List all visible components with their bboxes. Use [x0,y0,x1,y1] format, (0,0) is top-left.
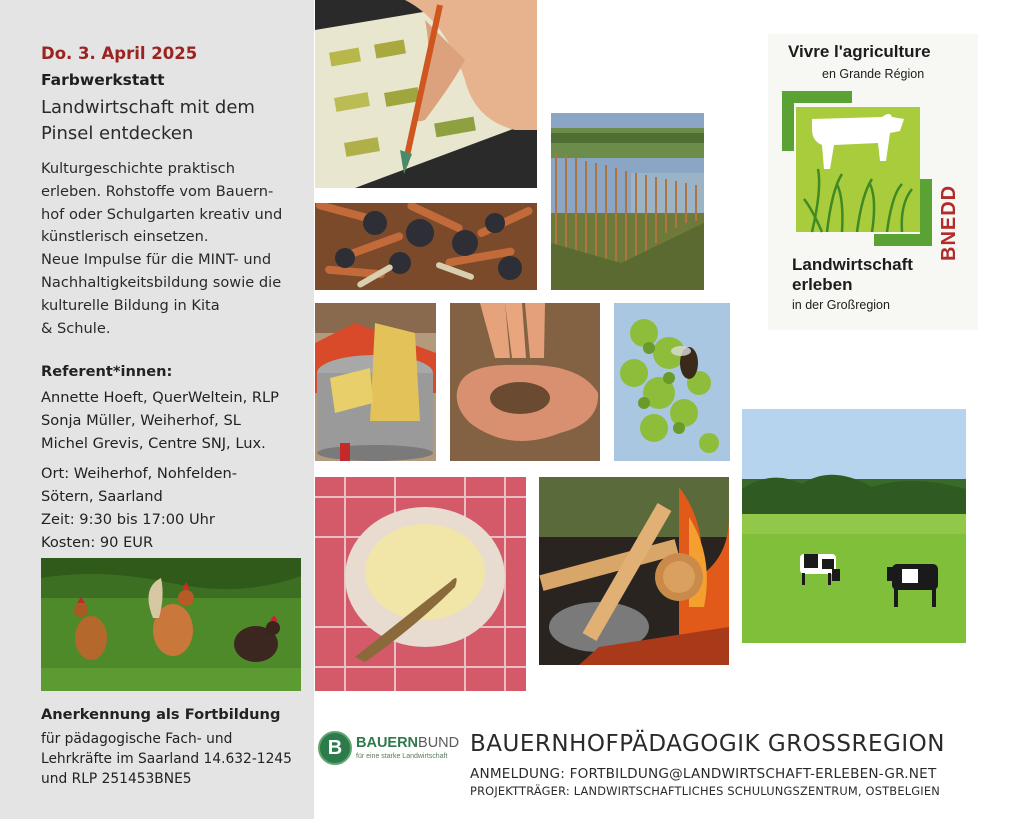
subtitle-line: Pinsel entdecken [41,123,194,144]
event-subtitle [41,95,291,147]
bauernbund-name-part1: BAUERN [356,735,419,751]
curd-cloth-photo [315,477,526,691]
willow-fence-pond-photo [551,113,704,290]
event-title: Farbwerkstatt [41,71,165,89]
description-line: hof oder Schulgarten kreativ und [41,205,283,223]
beeswax-pot-photo [315,303,436,461]
cow-grass-emblem-icon [782,89,932,249]
detail-line: Zeit: 9:30 bis 17:00 Uhr [41,511,215,528]
logo-subtitle-de: in der Großregion [792,298,890,312]
description-line: kulturelle Bildung in Kita [41,296,220,314]
logo-title-de-line2: erleben [792,275,853,294]
event-date: Do. 3. April 2025 [41,44,198,63]
campfire-wood-photo [539,477,729,665]
speakers-heading: Referent*innen: [41,363,173,380]
logo-title-de-line1: Landwirtschaft [792,255,913,274]
event-details [41,462,301,554]
subtitle-line: Landwirtschaft mit dem [41,97,255,118]
bauernbund-tagline: für eine starke Landwirtschaft [356,753,448,760]
description-line: künstlerisch einsetzen. [41,228,209,246]
recognition-text [41,729,306,789]
recognition-heading: Anerkennung als Fortbildung [41,706,281,723]
description-line: erleben. Rohstoffe vom Bauern- [41,182,274,200]
footer-title: BAUERNHOFPÄDAGOGIK GROSSREGION [470,731,945,757]
bauernbund-logo [318,731,463,767]
detail-line: Ort: Weiherhof, Nohfelden- [41,465,237,482]
speakers-list [41,386,279,455]
description-line: Neue Impulse für die MINT- und [41,251,272,269]
recognition-line: für pädagogische Fach- und [41,731,233,747]
recognition-line: Lehrkräfte im Saarland 14.632-1245 [41,751,292,767]
project-sponsor: PROJEKTTRÄGER: LANDWIRTSCHAFTLICHES SCHULUNGSZENTRUM, OSTBELGIEN [470,784,940,798]
logo-title-fr: Vivre l'agriculture [788,42,931,61]
bauernbund-name [356,735,459,751]
landwirtschaft-erleben-logo [768,34,978,330]
speaker-item: Annette Hoeft, QuerWeltein, RLP [41,389,279,406]
bnedd-text: BNEDD [938,184,960,261]
logo-subtitle-fr: en Grande Région [822,67,925,81]
bauernbund-name-part2: BUND [418,735,460,751]
registration-email: ANMELDUNG: FORTBILDUNG@LANDWIRTSCHAFT-ERLEBEN-GR.NET [470,766,937,782]
bnedd-mark [938,169,978,259]
description-line: Nachhaltigkeitsbildung sowie die [41,273,282,291]
painting-hand-photo [315,0,537,188]
description-line: & Schule. [41,319,111,337]
recognition-line: und RLP 251453BNE5 [41,771,192,787]
root-vegetables-photo [315,203,537,290]
chickens-photo [41,558,301,691]
event-description [41,158,306,340]
earth-pigment-hand-photo [450,303,600,461]
detail-line: Kosten: 90 EUR [41,534,154,551]
bauernbund-b-icon: B [318,731,352,765]
logo-title-de [792,255,913,295]
detail-line: Sötern, Saarland [41,488,163,505]
cows-meadow-photo [742,409,966,643]
bee-on-blossom-photo [614,303,730,461]
speaker-item: Sonja Müller, Weiherhof, SL [41,412,241,429]
speaker-item: Michel Grevis, Centre SNJ, Lux. [41,435,266,452]
description-line: Kulturgeschichte praktisch [41,160,235,177]
